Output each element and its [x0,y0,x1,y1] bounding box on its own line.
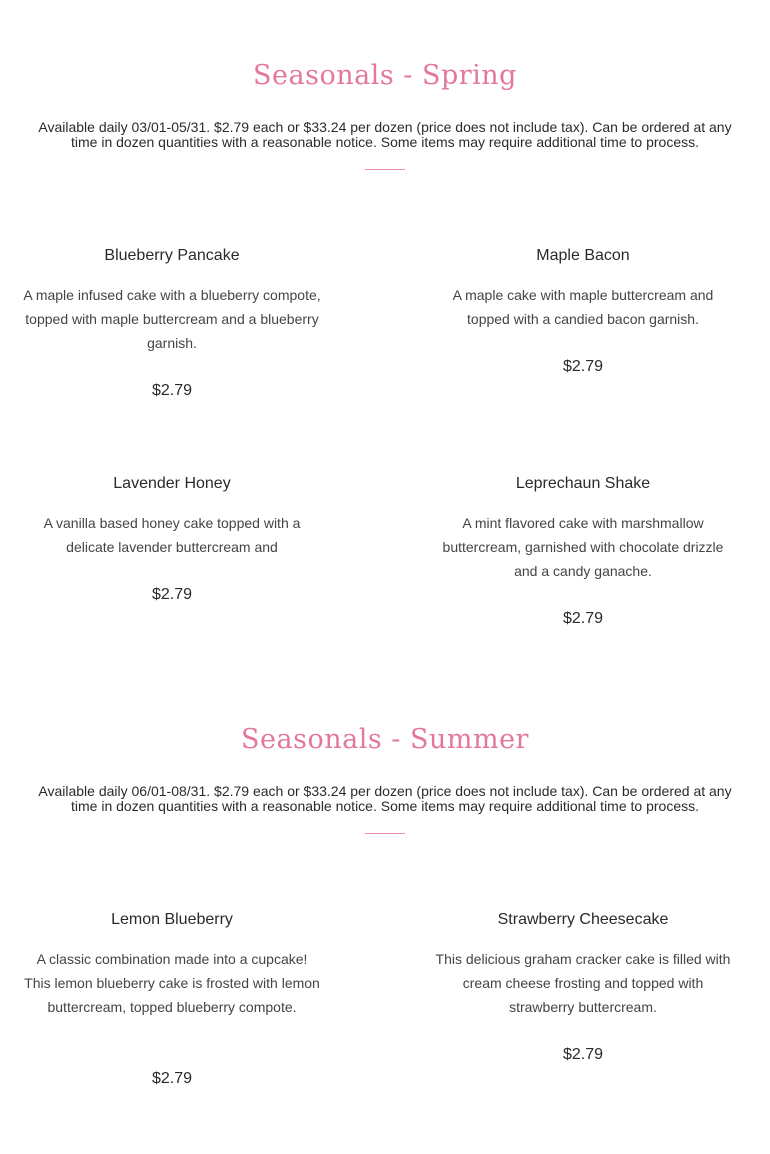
item-description: A mint flavored cake with marshmallow buttercream, garnished with chocolate drizzle and a candy ganache. [442,515,724,579]
section-note: Available daily 03/01-05/31. $2.79 each or $33.24 per dozen (price does not include tax). Can be ordered at any time in dozen quantities with a reasonable notice. Some items may require additional time to process. [38,119,732,150]
item-name: Strawberry Cheesecake [497,911,669,928]
menu-item [433,910,733,1063]
item-price: $2.79 [562,358,604,375]
item-price: $2.79 [562,1046,604,1063]
item-description: A maple infused cake with a blueberry compote, topped with maple buttercream and a blueberry garnish. [23,287,321,351]
item-price: $2.79 [151,382,193,399]
item-name: Lavender Honey [113,475,231,492]
section-divider [365,169,405,170]
section-title: Seasonals - Spring [253,60,517,91]
item-price: $2.79 [151,586,193,603]
menu-item [22,474,322,603]
item-description: A maple cake with maple buttercream and topped with a candied bacon garnish. [452,287,714,327]
menu-item [433,474,733,627]
item-description: A classic combination made into a cupcake! This lemon blueberry cake is frosted with lemon buttercream, topped blueberry compote. [24,951,320,1015]
item-price: $2.79 [562,610,604,627]
menu-item [433,246,733,375]
item-description: This delicious graham cracker cake is filled with cream cheese frosting and topped with strawberry buttercream. [435,951,731,1015]
section-title: Seasonals - Summer [241,724,529,755]
item-name: Blueberry Pancake [104,247,240,264]
section-divider [365,833,405,834]
item-description: A vanilla based honey cake topped with a delicate lavender buttercream and [43,515,301,555]
menu-item [22,910,322,1087]
section-note: Available daily 06/01-08/31. $2.79 each or $33.24 per dozen (price does not include tax). Can be ordered at any time in dozen quantities with a reasonable notice. Some items may require additional time to process. [38,783,732,814]
item-name: Leprechaun Shake [515,475,651,492]
item-price: $2.79 [151,1070,193,1087]
item-name: Maple Bacon [536,247,630,264]
item-name: Lemon Blueberry [111,911,233,928]
menu-item [22,246,322,399]
